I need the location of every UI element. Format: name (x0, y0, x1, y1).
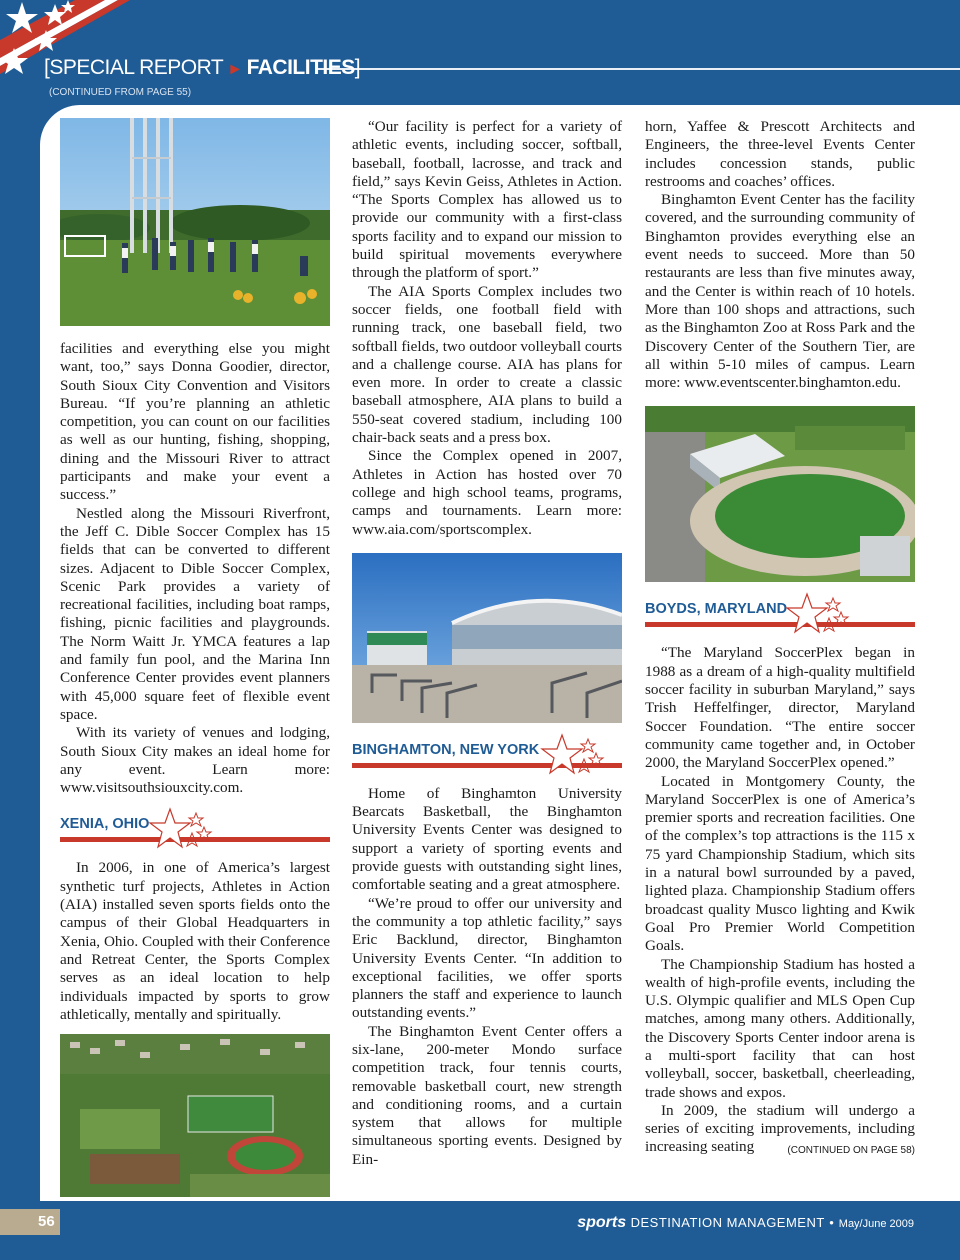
continued-to: (CONTINUED ON PAGE 58) (787, 1145, 915, 1157)
photo-soccer-field (60, 118, 330, 326)
page-number: 56 (38, 1213, 55, 1230)
article-paragraph: horn, Yaffee & Prescott Architects and Engineers, the three-level Events Center includes concession stands, public restrooms and coaches’ offices. (645, 118, 915, 190)
article-paragraph: “We’re proud to offer our university and the community a top athletic facility,” says Eric Backlund, director, Binghamton University Events Center. “In addition to exceptional facilities, we offer sports planners the staff and experience to launch outstanding events.” (352, 894, 622, 1022)
section-topic: FACILITIES (246, 56, 355, 79)
star-decoration-icon (148, 807, 214, 851)
section-kicker: SPECIAL REPORT (49, 56, 224, 79)
article-paragraph: In 2006, in one of America’s largest synthetic turf projects, Athletes in Action (AIA) installed seven sports fields onto the campus of their Global Headquarters in Xenia, Ohio. Coupled with their Conference and Retreat Center, the Sports Complex serves as an ideal location to help individuals impacted by sports to grow athletically, mentally and spiritually. (60, 859, 330, 1023)
column-1 (60, 118, 330, 1197)
article-paragraph (645, 1102, 915, 1157)
column-3 (645, 118, 915, 1161)
article-paragraph: Located in Montgomery County, the Maryland SoccerPlex is one of America’s premier sports and recreation facilities. One of the complex’s top attractions is the 115 x 75 yard Championship Stadium, which sits in a natural bowl surrounded by a paved, lighted plaza. Championship Stadium offers broadcast quality Musco lighting and Kwik Goal Pro Premier World Competition Goals. (645, 772, 915, 955)
arrow-icon: ► (227, 61, 243, 78)
article-paragraph: With its variety of venues and lodging, South Sioux City makes an ideal home for any event. Learn more: www.visitsouthsiouxcity.com. (60, 724, 330, 797)
article-paragraph: Nestled along the Missouri Riverfront, the Jeff C. Dible Soccer Complex has 15 fields that can be converted to different sizes. Adjacent to Dible Soccer Complex, Scenic Park provides a variety of recreational facilities, including boat ramps, fishing, picnic facilities and playgrounds. The Norm Waitt Jr. YMCA features a lap and family fun pool, and the Marina Inn Conference Center provides event planners with 45,000 square feet of flexible event space. (60, 504, 330, 723)
column-2 (352, 118, 622, 1169)
photo-aerial-sports-complex (60, 1034, 330, 1197)
issue-date: May/June 2009 (838, 1218, 914, 1230)
article-paragraph: Home of Binghamton University Bearcats Basketball, the Binghamton University Events Center was designed to support a variety of sporting events and provide guests with outstanding sight lines, comfortable seating and a great atmosphere. (352, 784, 622, 894)
location-heading (645, 592, 915, 630)
page-footer (0, 1201, 960, 1260)
section-label: [SPECIAL REPORT ► FACILITIES] (44, 56, 361, 79)
article-paragraph: The Binghamton Event Center offers a six-lane, 200-meter Mondo surface competition track, four tennis courts, removable basketball court, new strength and conditioning rooms, and a curtain system that allows for multiple simultaneous sporting events. Designed by Ein- (352, 1022, 622, 1168)
article-paragraph: Since the Complex opened in 2007, Athletes in Action has hosted over 70 college and high school teams, programs, camps and tournaments. Learn more: www.aia.com/sportscomplex. (352, 447, 622, 538)
star-decoration-icon (540, 733, 606, 777)
header-rule (318, 68, 960, 70)
heading-binghamton-new-york: BINGHAMTON, NEW YORK (352, 741, 540, 758)
article-paragraph: “The Maryland SoccerPlex began in 1988 as a dream of a high-quality multifield soccer facility in suburban Maryland,” says Trish Heffelfinger, director, Maryland Soccer Foundation. “The entire soccer community came together and, in October 2000, the Maryland SoccerPlex opened.” (645, 644, 915, 772)
publication-name (577, 1214, 914, 1232)
last-paragraph-text: In 2009, the stadium will undergo a series of exciting improvements, including increasing seating (645, 1101, 915, 1156)
star-decoration-icon (785, 592, 851, 636)
publication-brand: sports (577, 1214, 627, 1231)
article-paragraph: Binghamton Event Center has the facility covered, and the surrounding community of Binghamton provides everything else an event needs to succeed. More than 50 restaurants are less than five minutes away, and the Center is within reach of 10 hotels. More than 100 shops and attractions, such as the Binghamton Zoo at Ross Park and the Discovery Center of the Southern Tier, are all within 5-10 miles of campus. Learn more: www.eventscenter.binghamton.edu. (645, 191, 915, 392)
footer-bullet: • (829, 1215, 835, 1230)
continued-from: (CONTINUED FROM PAGE 55) (49, 87, 192, 98)
article-paragraph: The Championship Stadium has hosted a wealth of high-profile events, including the U.S. Olympic qualifier and MLS Open Cup matches, among many others. Additionally, the Discovery Sports Center indoor arena is a multi-sport facility that can host volleyball, soccer, basketball, cheerleading, trade shows and expos. (645, 955, 915, 1101)
page-header (0, 0, 960, 112)
heading-boyds-maryland: BOYDS, MARYLAND (645, 601, 788, 618)
location-heading (60, 807, 330, 845)
publication-title: DESTINATION MANAGEMENT (630, 1215, 825, 1230)
photo-events-center (352, 553, 622, 723)
article-paragraph: “Our facility is perfect for a variety of athletic events, including soccer, softball, baseball, football, lacrosse, and track and field,” says Kevin Geiss, Athletes in Action. “The Sports Complex has allowed us to provide our community with a first-class sports facility and to expand our mission to build spiritual movements everywhere through the platform of sport.” (352, 118, 622, 282)
location-heading (352, 733, 622, 771)
article-paragraph: The AIA Sports Complex includes two soccer fields, one football field with running track, one baseball field, two softball fields, two outdoor volleyball courts and a challenge course. AIA has plans for even more. In order to create a classic baseball atmosphere, AIA plans to build a 550-seat covered stadium, including 100 chair-back seats and a press box. (352, 282, 622, 447)
heading-xenia-ohio: XENIA, OHIO (60, 816, 150, 833)
article-paragraph: facilities and everything else you might want, too,” says Donna Goodier, director, South Sioux City Convention and Visitors Bureau. “If you’re planning an athletic competition, you can count on our facilities as well as our hunting, fishing, shopping, dining and the Missouri River to attract participants and make your event a success.” (60, 340, 330, 504)
heading-underline (645, 622, 915, 627)
photo-soccerplex-aerial (645, 406, 915, 582)
